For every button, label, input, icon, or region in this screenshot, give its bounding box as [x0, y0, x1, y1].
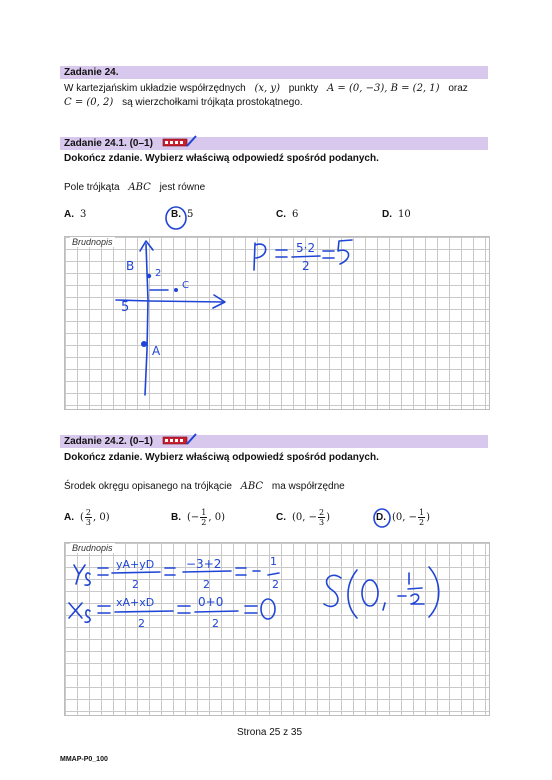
scratchpad-1-label: Brudnopis: [72, 237, 113, 247]
option-letter: A.: [64, 512, 74, 524]
frac-num: 1: [201, 508, 207, 517]
task24-1-option-d[interactable]: [382, 209, 411, 220]
task24-2-stem: [64, 481, 345, 492]
scratchpad-1[interactable]: [64, 236, 490, 410]
option-value: 10: [398, 209, 411, 220]
option-pre: (: [187, 512, 191, 524]
frac-num: 1: [419, 508, 425, 517]
stem-var: ABC: [128, 182, 151, 193]
option-sign: −: [408, 512, 418, 524]
option-pre: (: [80, 512, 84, 524]
hand-label-2: 2: [155, 268, 162, 279]
hand-label-a: A: [152, 344, 161, 358]
option-sign: −: [308, 512, 318, 524]
stem-pre: Środek okręgu opisanego na trójkącie: [64, 481, 232, 492]
intro-points: A = (0, −3), B = (2, 1): [327, 83, 440, 94]
option-post: , 0): [93, 512, 110, 524]
option-pre: (0,: [392, 512, 409, 524]
frac-num: 2: [85, 508, 91, 517]
task24-intro-line1: [64, 83, 468, 94]
intro-point-c: C = (0, 2): [64, 97, 114, 108]
task24-header-band: [60, 66, 488, 79]
page-number: Strona 25 z 35: [237, 727, 303, 738]
task24-2-option-d[interactable]: [376, 508, 430, 527]
intro-rest: są wierzchołkami trójkąta prostokątnego.: [122, 97, 303, 108]
task24-2-option-c[interactable]: [276, 508, 330, 527]
svg-text:−3+2: −3+2: [186, 557, 222, 571]
intro-points-word: punkty: [288, 83, 319, 94]
option-letter: D.: [382, 209, 392, 220]
task24-1-option-c[interactable]: [276, 209, 298, 220]
scratchpad-2[interactable]: [64, 542, 490, 716]
task24-2-title: Zadanie 24.2. (0–1): [64, 436, 153, 447]
stem-post: ma współrzędne: [271, 481, 345, 492]
option-letter: B.: [171, 512, 181, 524]
intro-vars: (x, y): [254, 83, 280, 94]
option-letter: C.: [276, 209, 286, 220]
frac-den: 2: [201, 518, 207, 527]
option-value: 5: [187, 209, 194, 220]
svg-text:2: 2: [212, 617, 219, 630]
task24-2-option-a[interactable]: [64, 508, 110, 527]
hand-label-b: B: [126, 259, 135, 273]
svg-text:2: 2: [138, 617, 145, 630]
frac-den: 2: [419, 518, 425, 527]
svg-text:2: 2: [272, 578, 279, 591]
option-pre: (0,: [292, 512, 309, 524]
frac-num: 2: [319, 508, 325, 517]
hand-label-5: 5: [121, 300, 130, 315]
svg-text:yA+yD: yA+yD: [116, 558, 155, 571]
pencil-icon: [162, 432, 198, 448]
hand-num: 5·2: [296, 241, 316, 255]
hand-den: 2: [302, 259, 310, 273]
task24-1-stem: [64, 182, 205, 193]
svg-text:1: 1: [270, 555, 277, 568]
intro-text: W kartezjańskim układzie współrzędnych: [64, 83, 246, 94]
task24-2-option-b[interactable]: [171, 508, 225, 527]
option-post: ): [426, 512, 431, 524]
scratchpad-2-label: Brudnopis: [72, 543, 113, 553]
task24-1-option-b[interactable]: [171, 209, 193, 220]
task24-title: Zadanie 24.: [64, 67, 119, 78]
frac-den: 3: [319, 518, 325, 527]
svg-text:2: 2: [132, 578, 139, 591]
intro-oraz: oraz: [448, 83, 468, 94]
task24-intro-line2: [64, 97, 303, 108]
option-letter: B.: [171, 209, 181, 220]
task24-1-option-a[interactable]: [64, 209, 86, 220]
task24-1-title: Zadanie 24.1. (0–1): [64, 138, 153, 149]
svg-text:2: 2: [203, 578, 210, 591]
option-sign: −: [190, 512, 200, 524]
pencil-icon: [162, 134, 198, 150]
svg-text:xA+xD: xA+xD: [116, 596, 155, 609]
task24-1-instruction: Dokończ zdanie. Wybierz właściwą odpowiedź spośród podanych.: [64, 153, 379, 164]
option-letter: D.: [376, 512, 386, 524]
task24-2-instruction: Dokończ zdanie. Wybierz właściwą odpowiedź spośród podanych.: [64, 452, 379, 463]
exam-code: MMAP-P0_100: [60, 756, 108, 763]
option-post: ): [326, 512, 331, 524]
option-letter: C.: [276, 512, 286, 524]
frac-den: 3: [85, 518, 91, 527]
svg-text:0+0: 0+0: [198, 595, 224, 609]
option-value: 6: [292, 209, 299, 220]
stem-pre: Pole trójkąta: [64, 182, 120, 193]
option-value: 3: [80, 209, 87, 220]
option-letter: A.: [64, 209, 74, 220]
option-post: , 0): [208, 512, 226, 524]
hand-label-c: C: [182, 280, 189, 291]
stem-var: ABC: [240, 481, 264, 492]
stem-post: jest równe: [159, 182, 206, 193]
